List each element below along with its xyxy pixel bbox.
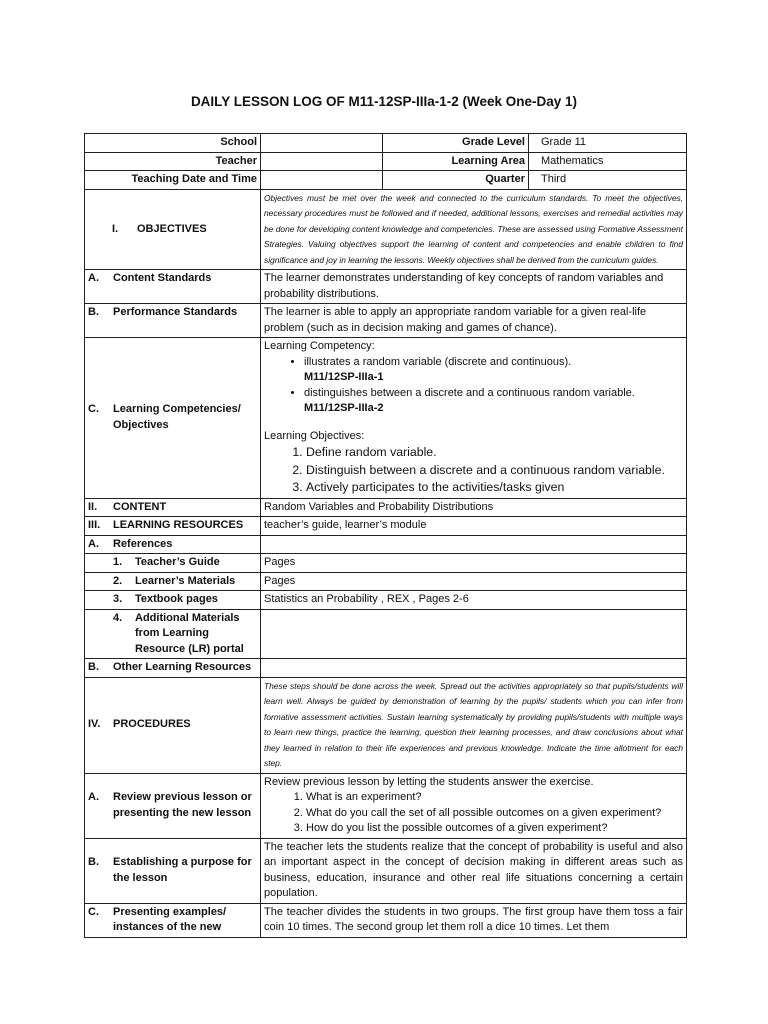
content-label: II. CONTENT	[88, 500, 167, 513]
list-item: 1. What is an experiment?	[306, 790, 683, 806]
teacher-label: Teacher	[85, 152, 261, 171]
resources-row	[85, 517, 687, 536]
resources-text: teacher’s guide, learner’s module	[261, 517, 687, 536]
learning-area-label: Learning Area	[383, 152, 529, 171]
learning-competency-list	[264, 355, 683, 417]
content-row	[85, 498, 687, 517]
teaching-date-value	[261, 171, 383, 190]
review-intro: Review previous lesson by letting the students answer the exercise.	[264, 775, 594, 788]
references-value	[261, 535, 687, 554]
review-content	[261, 773, 687, 838]
document-title: DAILY LESSON LOG OF M11-12SP-IIIa-1-2 (Week One-Day 1)	[190, 94, 578, 109]
references-label: A. References	[88, 537, 173, 550]
review-questions	[264, 790, 683, 837]
competency-code: M11/12SP-IIIa-2	[304, 402, 384, 414]
school-value	[261, 134, 383, 153]
additional-materials-label: 4. Additional Materials from Learning Resource (LR) portal	[113, 611, 244, 655]
learning-competency-heading: Learning Competency:	[264, 340, 375, 352]
objectives-label: I. OBJECTIVES	[112, 222, 207, 235]
quarter-label: Quarter	[383, 171, 529, 190]
purpose-text: The teacher lets the students realize that the concept of probability is useful and also an important aspect in the concept of decision making in different areas such as business, education, insurance and other real life situations concerning a certain population.	[261, 838, 687, 903]
learning-area-value: Mathematics	[529, 152, 687, 171]
list-item: 1. Define random variable.	[306, 444, 683, 462]
other-resources-label: B. Other Learning Resources	[88, 661, 252, 673]
content-standards-row	[85, 270, 687, 304]
competencies-label: C. Learning Competencies/ Objectives	[88, 403, 241, 431]
lesson-log-table	[84, 133, 687, 938]
teacher-row	[85, 152, 687, 171]
content-standards-text: The learner demonstrates understanding of key concepts of random variables and probability distributions.	[261, 270, 687, 304]
performance-standards-row	[85, 304, 687, 338]
learning-objectives-heading: Learning Objectives:	[264, 429, 365, 442]
presenting-text: The teacher divides the students in two groups. The first group have them toss a fair coin 10 times. The second group let them roll a dice 10 times. Let them	[261, 903, 687, 937]
learners-materials-label: 2. Learner’s Materials	[113, 574, 236, 587]
presenting-label: C. Presenting examples/ instances of the new	[88, 905, 227, 933]
objectives-note: Objectives must be met over the week and connected to the curriculum standards. To meet the objectives, necessary procedures must be followed and if needed, additional lessons, exercises and remedial activities may be done for developing content knowledge and competencies. These are assessed using Formative Assessment Strategies. Valuing objectives support the learning of content and competencies and enable children to find significance and joy in learning the lessons. Weekly objectives shall be derived from the curriculum guides.	[261, 189, 687, 270]
table-row	[85, 572, 687, 591]
learning-objectives-list	[264, 444, 683, 497]
list-item: 3. Actively participates to the activities/tasks given	[306, 479, 683, 497]
performance-standards-text: The learner is able to apply an appropriate random variable for a given real-life problem (such as in decision making and games of chance).	[261, 304, 687, 338]
learners-materials-value: Pages	[261, 572, 687, 591]
list-item: • distinguishes between a discrete and a continuous random variable. M11/12SP-IIIa-2	[304, 386, 683, 417]
competencies-content	[261, 338, 687, 499]
list-item: 3. How do you list the possible outcomes of a given experiment?	[306, 821, 683, 837]
references-row	[85, 535, 687, 554]
teaching-date-label: Teaching Date and Time	[85, 171, 261, 190]
performance-standards-label: B. Performance Standards	[88, 306, 238, 318]
other-resources-row	[85, 659, 687, 678]
textbook-pages-value: Statistics an Probability , REX , Pages 2-6	[261, 591, 687, 610]
other-resources-value	[261, 659, 687, 678]
school-label: School	[85, 134, 261, 153]
content-text: Random Variables and Probability Distributions	[261, 498, 687, 517]
procedures-note: These steps should be done across the week. Spread out the activities appropriately so that pupils/students will learn well. Always be guided by demonstration of learning by the pupils/ students which you can infer from formative assessment activities. Sustain learning systematically by providing pupils/students with multiple ways to learn new things, practice the learning, question their learning processes, and draw conclusions about what they learned in relation to their life experiences and previous knowledge. Indicate the time allotment for each step.	[261, 677, 687, 773]
teachers-guide-value: Pages	[261, 554, 687, 573]
purpose-label: B. Establishing a purpose for the lesson	[88, 856, 252, 884]
purpose-row	[85, 838, 687, 903]
teachers-guide-label: 1. Teacher’s Guide	[113, 556, 220, 568]
resources-label: III. LEARNING RESOURCES	[88, 519, 244, 531]
date-row	[85, 171, 687, 190]
teacher-value	[261, 152, 383, 171]
textbook-pages-label: 3. Textbook pages	[113, 593, 218, 605]
quarter-value: Third	[529, 171, 687, 190]
presenting-row	[85, 903, 687, 937]
table-row	[85, 554, 687, 573]
procedures-row	[85, 677, 687, 773]
procedures-label: IV. PROCEDURES	[88, 718, 191, 731]
review-row	[85, 773, 687, 838]
review-label: A. Review previous lesson or presenting the new lesson	[88, 791, 252, 819]
list-item: • illustrates a random variable (discrete and continuous). M11/12SP-IIIa-1	[304, 355, 683, 386]
additional-materials-value	[261, 609, 687, 659]
list-item: 2. Distinguish between a discrete and a continuous random variable.	[306, 462, 683, 480]
school-row	[85, 134, 687, 153]
competency-code: M11/12SP-IIIa-1	[304, 371, 384, 383]
table-row	[85, 591, 687, 610]
table-row	[85, 609, 687, 659]
content-standards-label: A. Content Standards	[88, 272, 212, 284]
grade-level-label: Grade Level	[383, 134, 529, 153]
objectives-row	[85, 189, 687, 270]
list-item: 2. What do you call the set of all possible outcomes on a given experiment?	[306, 806, 683, 822]
competencies-row	[85, 338, 687, 499]
grade-level-value: Grade 11	[529, 134, 687, 153]
